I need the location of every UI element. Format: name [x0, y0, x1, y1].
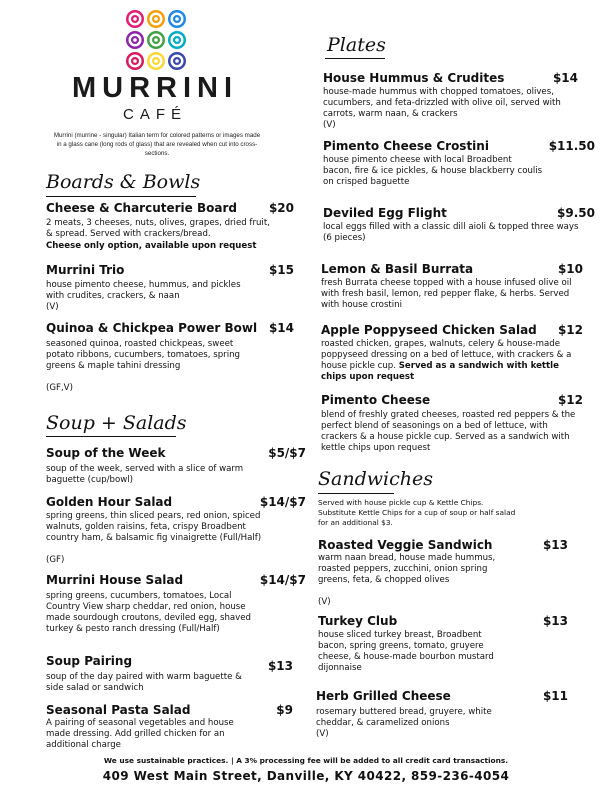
item-price: $11 — [542, 689, 568, 703]
item-name: Murrini House Salad — [46, 573, 184, 587]
logo-cane-ring — [133, 17, 137, 21]
item-price: $14 — [268, 321, 294, 335]
plates-heading: Plates — [327, 34, 386, 56]
item-tag: (V) — [323, 120, 336, 130]
logo-cane-ring — [175, 59, 179, 63]
item-price: $15 — [268, 263, 294, 277]
item-name: Deviled Egg Flight — [323, 206, 447, 220]
item-name: House Hummus & Crudites — [323, 71, 505, 85]
soups-heading: Soup + Salads — [46, 412, 187, 434]
item-price: $11.50 — [548, 139, 595, 153]
item-name: Cheese & Charcuterie Board — [46, 201, 237, 215]
item-price: $5/$7 — [268, 446, 306, 460]
item-name: Turkey Club — [318, 614, 398, 628]
logo-cane-ring — [154, 59, 158, 63]
item-desc: blend of freshly grated cheeses, roasted red peppers & the perfect blend of seasonings on a bed of lettuce, with crackers & a house pickle cup. Served as a sandwich with kettle chips upon request — [321, 410, 576, 453]
plates-heading-underline — [325, 58, 385, 59]
item-desc: house pimento cheese, hummus, and pickles with crudites, crackers, & naan — [46, 280, 241, 301]
item-desc: 2 meats, 3 cheeses, nuts, olives, grapes, dried fruit, & spread. Served with crackers/bread. — [46, 218, 270, 239]
sandwiches-heading-underline — [318, 493, 394, 494]
item-price: $14/$7 — [259, 495, 306, 509]
item-price: $20 — [268, 201, 294, 215]
item-desc: seasoned quinoa, roasted chickpeas, sweet potato ribbons, cucumbers, tomatoes, spring greens & maple tahini dressing — [46, 339, 240, 371]
item-price: $12 — [557, 393, 583, 407]
item-desc: house pimento cheese with local Broadbent bacon, fire & ice pickles, & house blackberry coulis on crisped baguette — [323, 155, 543, 187]
logo-cane-ring — [133, 59, 137, 63]
item-desc: house sliced turkey breast, Broadbent bacon, spring greens, tomato, gruyere cheese, & house-made bourbon mustard dijonnaise — [318, 630, 494, 673]
logo-cane-ring — [154, 17, 158, 21]
item-extra: Cheese only option, available upon request — [46, 241, 257, 251]
item-tag: (V) — [316, 729, 329, 739]
item-name: Quinoa & Chickpea Power Bowl — [46, 321, 258, 335]
logo-cane-ring — [175, 17, 179, 21]
item-extra: Served as a sandwich with kettle chips upon request — [321, 361, 559, 382]
boards-heading-underline — [46, 196, 196, 197]
item-name: Soup of the Week — [46, 446, 166, 460]
item-desc: soup of the day paired with warm baguette & side salad or sandwich — [46, 672, 242, 693]
item-tag: (GF) — [46, 555, 65, 565]
item-price: $12 — [557, 323, 583, 337]
footer-note: We use sustainable practices. | A 3% processing fee will be added to all credit card transactions. — [103, 756, 509, 765]
item-name: Pimento Cheese Crostini — [323, 139, 489, 153]
item-price: $9 — [276, 703, 293, 717]
item-desc-text: roasted chicken, grapes, walnuts, celery & house-made poppyseed dressing on a bed of lettuce, with crackers & a house pickle cup. — [321, 339, 572, 371]
logo-cane-ring — [133, 38, 137, 42]
brand-name: MURRINI — [71, 72, 239, 104]
logo-cane-ring — [154, 38, 158, 42]
sandwiches-heading: Sandwiches — [318, 468, 433, 490]
item-desc: soup of the week, served with a slice of warm baguette (cup/bowl) — [46, 464, 244, 485]
boards-heading: Boards & Bowls — [46, 171, 201, 193]
brand-note: Murrini (murrine - singular) Italian term for colored patterns or images made in a glass cane (long rods of glass) that are revealed when cut into cross-sections. — [53, 132, 261, 157]
item-tag: (V) — [46, 302, 59, 312]
item-price: $13 — [542, 538, 568, 552]
item-desc: local eggs filled with a classic dill aioli & topped three ways (6 pieces) — [323, 222, 579, 243]
item-desc: spring greens, cucumbers, tomatoes, Local Country View sharp cheddar, red onion, house made sourdough croutons, deviled egg, shaved turkey & pesto ranch dressing (Full/Half) — [46, 591, 252, 634]
item-desc: fresh Burrata cheese topped with a house infused olive oil with fresh basil, lemon, red pepper flake, & herbs. Served with house crostini — [321, 278, 572, 310]
item-desc: warm naan bread, house made hummus, roasted peppers, zucchini, onion spring greens, feta, & chopped olives — [318, 553, 496, 585]
item-name: Seasonal Pasta Salad — [46, 703, 191, 717]
brand-sub: CAFÉ — [122, 106, 187, 123]
item-desc: rosemary buttered bread, gruyere, white cheddar, & caramelized onions — [316, 707, 492, 728]
soups-heading-underline — [46, 436, 176, 437]
item-name: Pimento Cheese — [321, 393, 431, 407]
item-desc: spring greens, thin sliced pears, red onion, spiced walnuts, golden raisins, feta, crispy Broadbent country ham, & balsamic fig vinaigrette (Full/Half) — [46, 511, 262, 543]
item-desc: house-made hummus with chopped tomatoes, olives, cucumbers, and feta-drizzled with olive oil, served with carrots, warm naan, & crackers — [323, 87, 561, 119]
item-name: Roasted Veggie Sandwich — [318, 538, 493, 552]
logo-cane-ring — [175, 38, 179, 42]
item-price: $14 — [552, 71, 578, 85]
item-price: $9.50 — [557, 206, 595, 220]
item-desc — [321, 339, 583, 383]
item-price: $13 — [267, 659, 293, 673]
item-tag: (V) — [318, 597, 331, 607]
item-price: $13 — [542, 614, 568, 628]
item-price: $14/$7 — [259, 573, 306, 587]
item-name: Apple Poppyseed Chicken Salad — [321, 323, 537, 337]
item-tag: (GF,V) — [46, 383, 73, 393]
sandwiches-intro: Served with house pickle cup & Kettle Chips. Substitute Kettle Chips for a cup of soup or half salad for an additional $3. — [318, 498, 516, 527]
item-name: Lemon & Basil Burrata — [321, 262, 474, 276]
murrini-logo — [125, 9, 187, 71]
item-name: Herb Grilled Cheese — [316, 689, 451, 703]
footer-address: 409 West Main Street, Danville, KY 40422, 859-236-4054 — [102, 769, 510, 783]
item-desc: A pairing of seasonal vegetables and house made dressing. Add grilled chicken for an additional charge — [46, 718, 234, 750]
item-name: Golden Hour Salad — [46, 495, 173, 509]
item-name: Murrini Trio — [46, 263, 125, 277]
item-name: Soup Pairing — [46, 654, 133, 668]
item-price: $10 — [557, 262, 583, 276]
